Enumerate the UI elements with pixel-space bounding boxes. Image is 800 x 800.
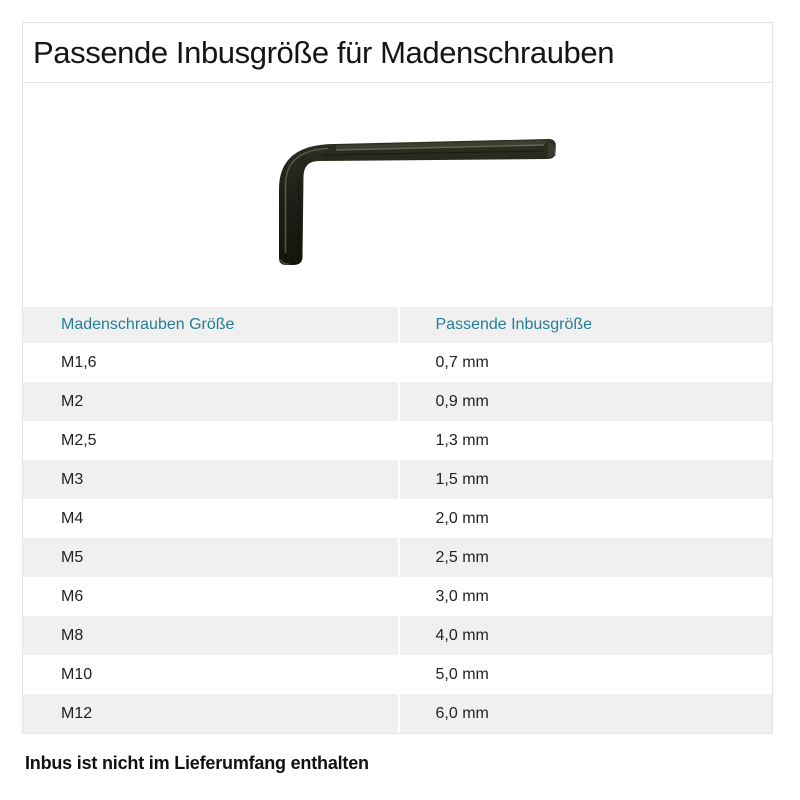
table-row: [23, 538, 772, 577]
column-header-inbus: Passende Inbusgröße: [398, 307, 773, 343]
allen-key-image: [23, 83, 772, 307]
table-row: [23, 694, 772, 733]
column-header-madenschrauben: Madenschrauben Größe: [23, 307, 398, 343]
cell-screw-size: M3: [23, 460, 398, 499]
cell-screw-size: M5: [23, 538, 398, 577]
cell-inbus-size: 4,0 mm: [398, 616, 773, 655]
footer-note: Inbus ist nicht im Lieferumfang enthalten: [25, 753, 369, 773]
cell-screw-size: M2,5: [23, 421, 398, 460]
product-info-panel: [22, 22, 773, 734]
table-row: [23, 343, 772, 382]
table-row: [23, 499, 772, 538]
cell-inbus-size: 3,0 mm: [398, 577, 773, 616]
cell-inbus-size: 2,0 mm: [398, 499, 773, 538]
cell-screw-size: M4: [23, 499, 398, 538]
table-row: [23, 460, 772, 499]
size-table: [23, 307, 772, 733]
cell-screw-size: M8: [23, 616, 398, 655]
cell-screw-size: M2: [23, 382, 398, 421]
cell-screw-size: M10: [23, 655, 398, 694]
allen-key-tip-edge: [555, 143, 556, 156]
table-row: [23, 382, 772, 421]
cell-inbus-size: 5,0 mm: [398, 655, 773, 694]
cell-inbus-size: 1,3 mm: [398, 421, 773, 460]
table-row: [23, 655, 772, 694]
cell-inbus-size: 0,7 mm: [398, 343, 773, 382]
cell-screw-size: M12: [23, 694, 398, 733]
size-table-head: [23, 307, 772, 343]
cell-screw-size: M6: [23, 577, 398, 616]
table-row: [23, 616, 772, 655]
allen-key-seam-vertical: [299, 178, 300, 255]
cell-inbus-size: 6,0 mm: [398, 694, 773, 733]
cell-inbus-size: 1,5 mm: [398, 460, 773, 499]
table-row: [23, 421, 772, 460]
allen-key-body: [279, 139, 556, 265]
product-image-section: [23, 83, 772, 307]
cell-inbus-size: 0,9 mm: [398, 382, 773, 421]
title-section: [23, 23, 772, 83]
size-table-body: [23, 343, 772, 733]
cell-screw-size: M1,6: [23, 343, 398, 382]
cell-inbus-size: 2,5 mm: [398, 538, 773, 577]
table-header-row: [23, 307, 772, 343]
table-row: [23, 577, 772, 616]
page-title: Passende Inbusgröße für Madenschrauben: [33, 34, 615, 70]
